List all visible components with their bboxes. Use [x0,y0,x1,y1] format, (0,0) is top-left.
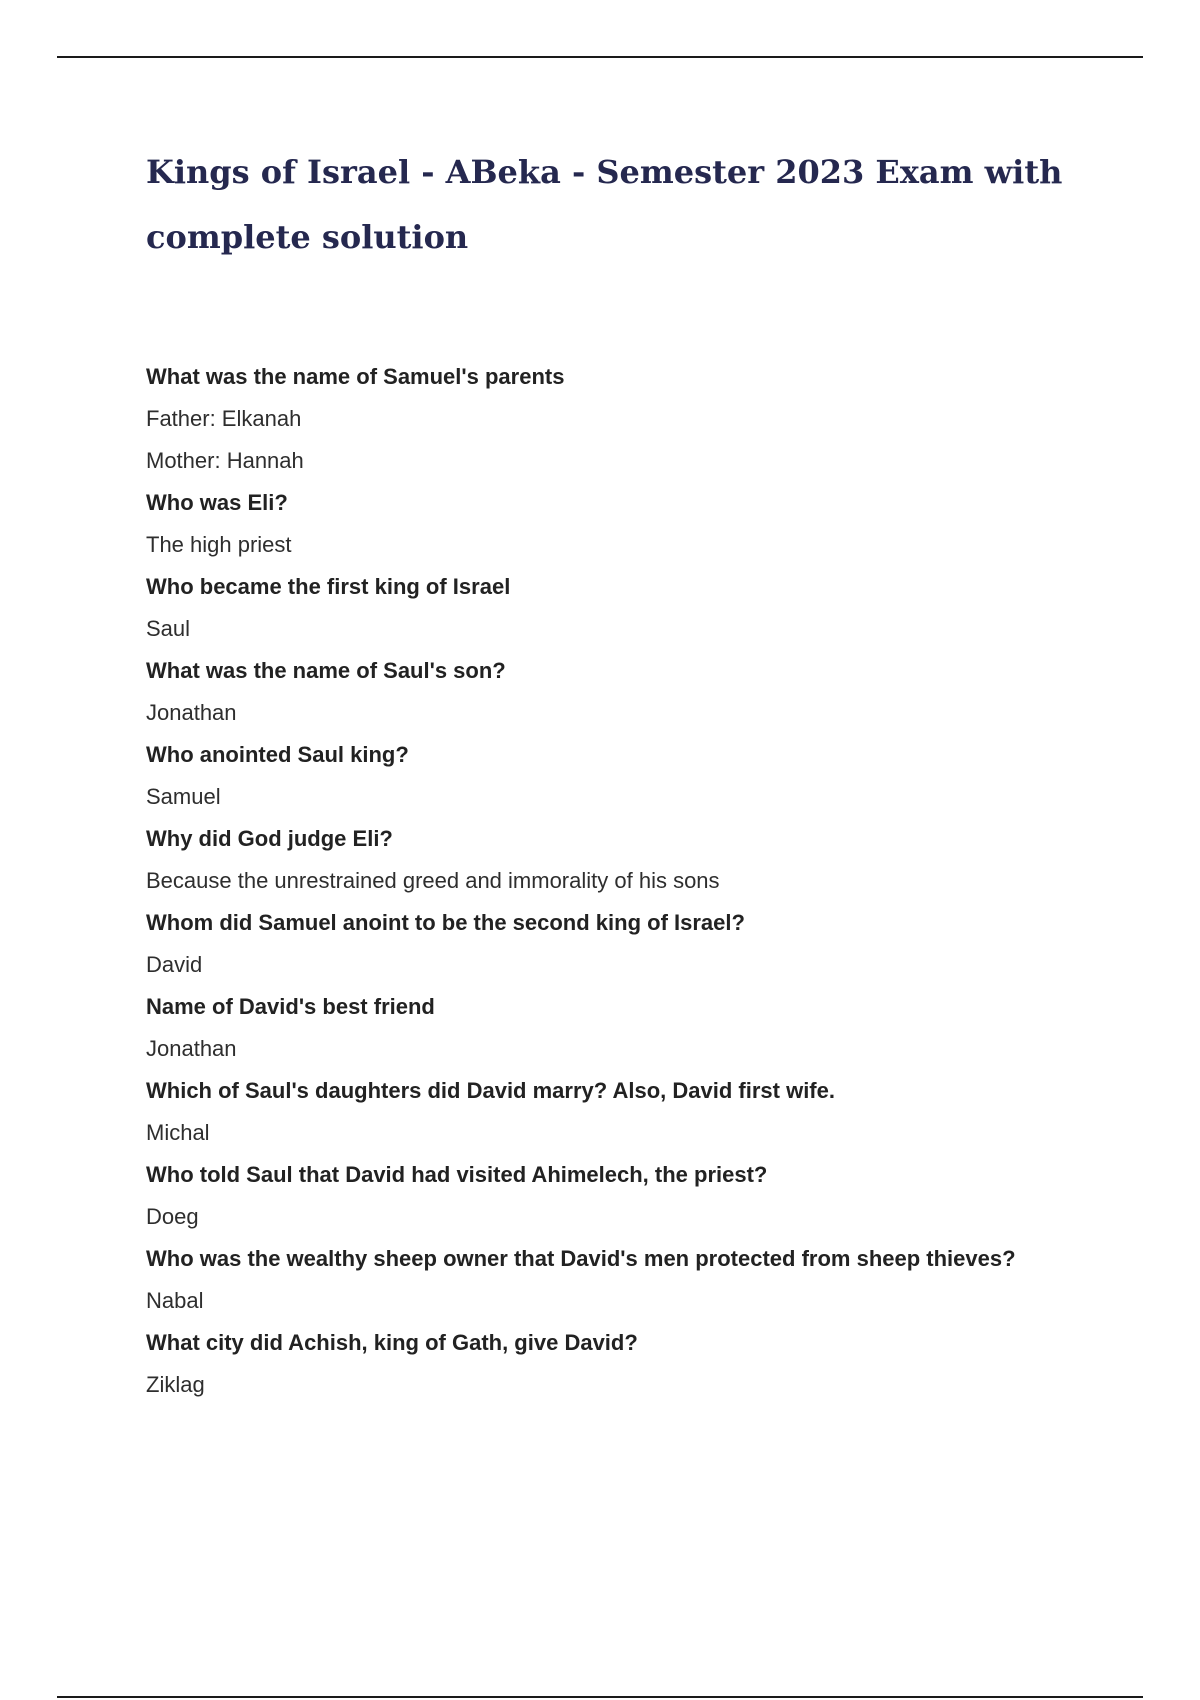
qa-item [146,902,1066,986]
qa-item [146,1070,1066,1154]
question: Who told Saul that David had visited Ahimelech, the priest? [146,1162,768,1187]
answer: Ziklag [146,1372,205,1397]
question: Which of Saul's daughters did David marry? Also, David first wife. [146,1078,835,1103]
qa-item [146,650,1066,734]
question: Whom did Samuel anoint to be the second king of Israel? [146,910,745,935]
qa-item [146,1154,1066,1238]
qa-item [146,566,1066,650]
question: What was the name of Samuel's parents [146,364,565,389]
answer: Michal [146,1120,210,1145]
answer: The high priest [146,532,292,557]
question: Who was the wealthy sheep owner that David's men protected from sheep thieves? [146,1246,1016,1271]
answer: Jonathan [146,1036,237,1061]
answer: Father: Elkanah [146,406,302,431]
qa-item [146,482,1066,566]
qa-item [146,1322,1066,1406]
answer: Samuel [146,784,221,809]
document-title: Kings of Israel - ABeka - Semester 2023 Exam with complete solution [146,153,1063,256]
bottom-rule [57,1696,1143,1698]
answer: Nabal [146,1288,204,1313]
qa-item [146,1238,1066,1322]
answer: Jonathan [146,700,237,725]
question: Who became the first king of Israel [146,574,511,599]
answer: Saul [146,616,191,641]
question: What was the name of Saul's son? [146,658,506,683]
top-rule [57,56,1143,58]
question: Why did God judge Eli? [146,826,393,851]
answer: Because the unrestrained greed and immorality of his sons [146,868,720,893]
question: Who was Eli? [146,490,288,515]
answer: Mother: Hannah [146,448,304,473]
question: Who anointed Saul king? [146,742,409,767]
document-page [146,140,1066,1406]
qa-item [146,356,1066,482]
qa-item [146,818,1066,902]
qa-item [146,734,1066,818]
qa-item [146,986,1066,1070]
question: What city did Achish, king of Gath, give David? [146,1330,638,1355]
question: Name of David's best friend [146,994,435,1019]
qa-list [146,356,1066,1406]
answer: David [146,952,203,977]
answer: Doeg [146,1204,199,1229]
